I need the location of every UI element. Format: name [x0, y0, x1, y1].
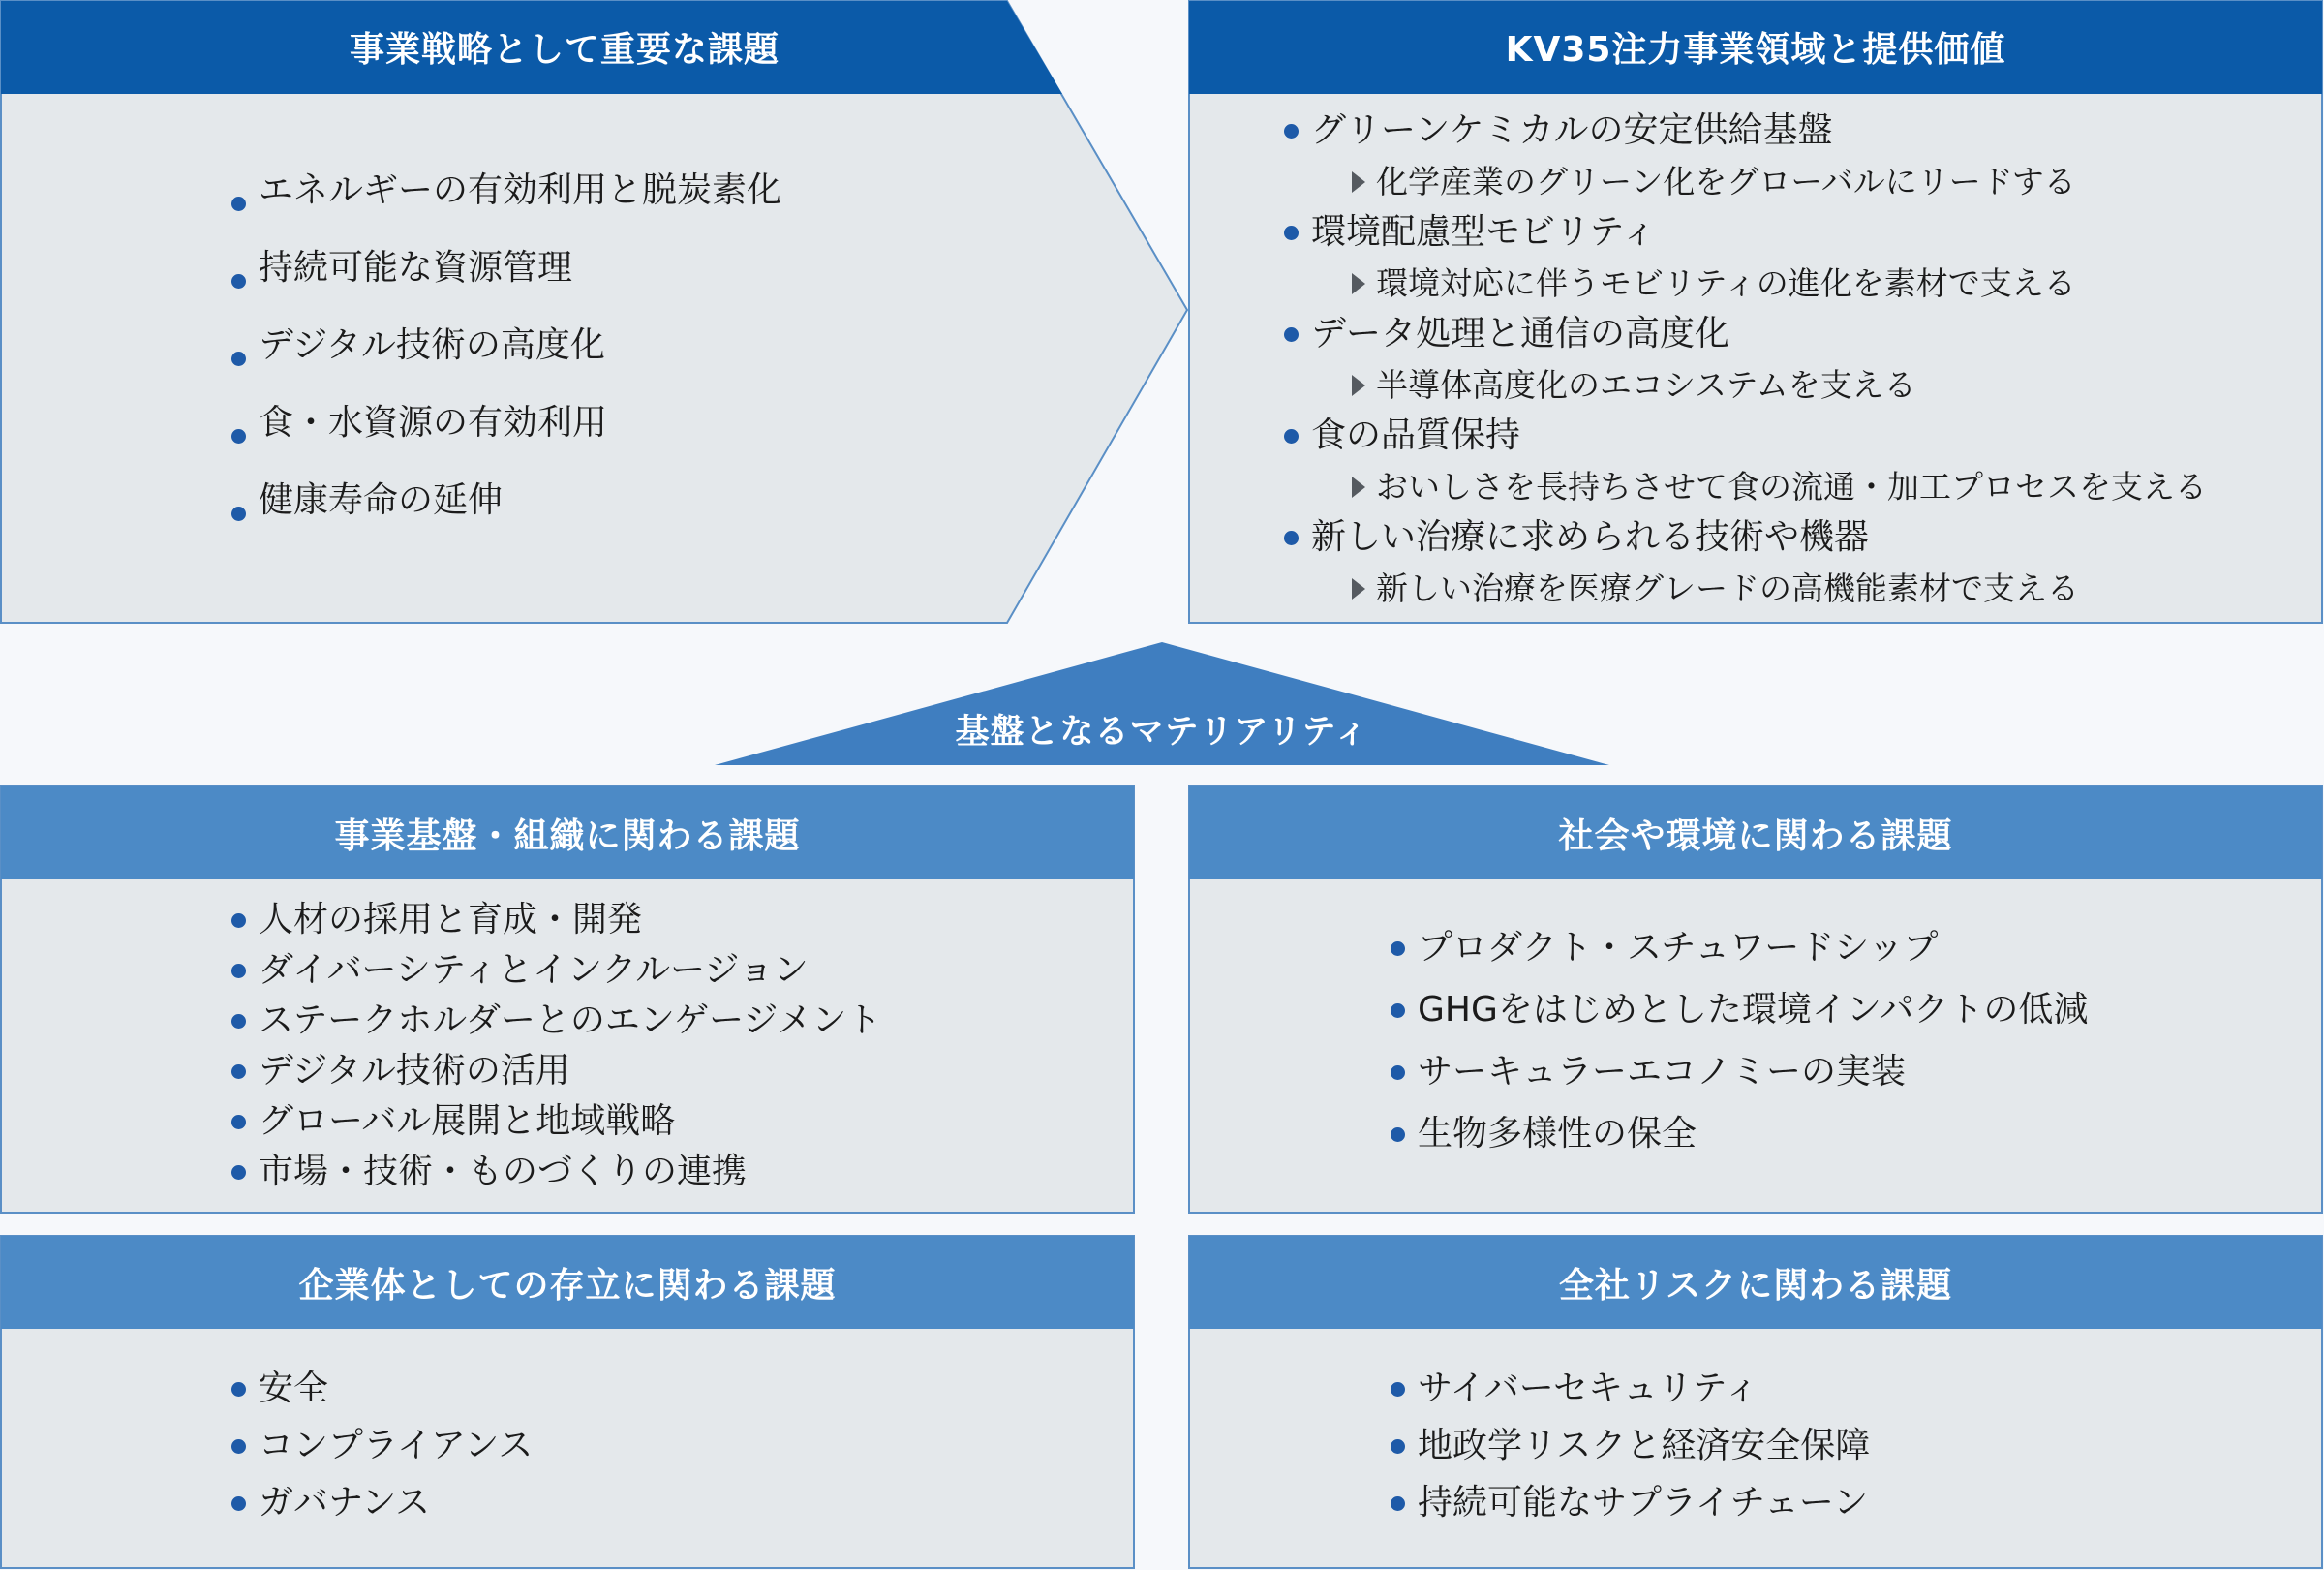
bullet-icon: [1391, 1439, 1405, 1454]
subitem-label: 半導体高度化のエコシステムを支える: [1376, 366, 1916, 404]
list-item: [1391, 917, 2088, 979]
existence-title: 企業体としての存立に関わる課題: [298, 1265, 837, 1306]
list-item: [1391, 1360, 1870, 1417]
item-label: デジタル技術の活用: [259, 1051, 570, 1091]
list-item: [1391, 1041, 2088, 1103]
item-label: サイバーセキュリティ: [1418, 1369, 1759, 1408]
bullet-icon: [1284, 327, 1299, 342]
subitem-label: おいしさを長持ちさせて食の流通・加工プロセスを支える: [1376, 468, 2207, 506]
business-base-title: 事業基盤・組織に関わる課題: [334, 816, 801, 856]
triangle-right-icon: [1352, 171, 1365, 193]
item-label: 持続可能な資源管理: [259, 248, 573, 288]
list-item: [231, 945, 881, 996]
item-label: ステークホルダーとのエンゲージメント: [259, 1000, 882, 1040]
kv35-subitem: [1284, 462, 2207, 511]
item-label: 健康寿命の延伸: [259, 480, 504, 520]
bullet-icon: [231, 1439, 246, 1454]
society-env-list: [1391, 917, 2088, 1165]
bullet-icon: [231, 1496, 246, 1511]
strategic-list: [231, 165, 781, 552]
list-item: [231, 1046, 881, 1096]
item-label: プロダクト・スチュワードシップ: [1418, 928, 1939, 968]
bullet-icon: [1391, 1127, 1405, 1142]
item-label: 環境配慮型モビリティ: [1311, 212, 1657, 252]
item-label: 食・水資源の有効利用: [259, 403, 608, 443]
bullet-icon: [231, 1382, 246, 1397]
bullet-icon: [231, 197, 246, 211]
kv35-item: [1284, 511, 2207, 564]
list-item: [231, 1360, 533, 1417]
item-label: ダイバーシティとインクルージョン: [259, 950, 809, 990]
list-item: [231, 996, 881, 1046]
kv35-item: [1284, 206, 2207, 259]
bullet-icon: [231, 1014, 246, 1029]
list-item: [231, 320, 781, 397]
strategic-title: 事業戦略として重要な課題: [349, 30, 780, 70]
item-label: エネルギーの有効利用と脱炭素化: [259, 170, 782, 210]
item-label: デジタル技術の高度化: [259, 325, 605, 365]
subitem-label: 環境対応に伴うモビリティの進化を素材で支える: [1376, 264, 2076, 302]
list-item: [1391, 1417, 1870, 1474]
item-label: サーキュラーエコノミーの実装: [1418, 1052, 1907, 1092]
item-label: 安全: [259, 1369, 329, 1408]
item-label: グリーンケミカルの安定供給基盤: [1311, 110, 1833, 150]
item-label: グローバル展開と地域戦略: [259, 1101, 676, 1141]
bullet-icon: [1284, 429, 1299, 444]
kv35-item: [1284, 105, 2207, 157]
bullet-icon: [1284, 124, 1299, 139]
bullet-icon: [231, 1115, 246, 1129]
bullet-icon: [231, 352, 246, 366]
kv35-subitem: [1284, 157, 2207, 206]
subitem-label: 新しい治療を医療グレードの高機能素材で支える: [1376, 570, 2079, 607]
list-item: [1391, 1103, 2088, 1165]
bullet-icon: [1391, 1003, 1405, 1018]
kv35-item: [1284, 308, 2207, 360]
bullet-icon: [231, 274, 246, 289]
kv35-subitem: [1284, 360, 2207, 410]
kv35-list: [1284, 105, 2207, 613]
item-label: 食の品質保持: [1311, 416, 1521, 455]
subitem-label: 化学産業のグリーン化をグローバルにリードする: [1376, 163, 2076, 200]
bullet-icon: [1284, 531, 1299, 545]
bullet-icon: [231, 913, 246, 928]
list-item: [231, 1096, 881, 1147]
risk-list: [1391, 1360, 1870, 1531]
triangle-right-icon: [1352, 477, 1365, 498]
bullet-icon: [231, 964, 246, 978]
triangle-right-icon: [1352, 375, 1365, 396]
list-item: [231, 165, 781, 242]
foundation-title: 基盤となるマテリアリティ: [955, 713, 1369, 752]
bullet-icon: [1284, 226, 1299, 240]
item-label: コンプライアンス: [259, 1426, 534, 1465]
item-label: データ処理と通信の高度化: [1311, 314, 1730, 354]
list-item: [231, 1474, 533, 1531]
item-label: 持続可能なサプライチェーン: [1418, 1483, 1869, 1523]
item-label: GHGをはじめとした環境インパクトの低減: [1418, 990, 2089, 1030]
item-label: 人材の採用と育成・開発: [259, 900, 643, 939]
kv35-title: KV35注力事業領域と提供価値: [1505, 30, 2006, 70]
bullet-icon: [1391, 941, 1405, 956]
society-env-title: 社会や環境に関わる課題: [1558, 816, 1953, 856]
bullet-icon: [231, 507, 246, 521]
existence-list: [231, 1360, 533, 1531]
triangle-right-icon: [1352, 578, 1365, 600]
bullet-icon: [231, 429, 246, 444]
kv35-subitem: [1284, 564, 2207, 613]
list-item: [231, 475, 781, 552]
bullet-icon: [231, 1165, 246, 1180]
bullet-icon: [1391, 1065, 1405, 1080]
list-item: [231, 1417, 533, 1474]
list-item: [231, 1147, 881, 1197]
bullet-icon: [231, 1064, 246, 1079]
kv35-subitem: [1284, 259, 2207, 308]
item-label: 市場・技術・ものづくりの連携: [259, 1152, 748, 1191]
item-label: 生物多様性の保全: [1418, 1114, 1697, 1154]
list-item: [1391, 1474, 1870, 1531]
item-label: 新しい治療に求められる技術や機器: [1311, 517, 1870, 557]
risk-title: 全社リスクに関わる課題: [1558, 1265, 1953, 1306]
list-item: [231, 397, 781, 475]
bullet-icon: [1391, 1382, 1405, 1397]
triangle-right-icon: [1352, 273, 1365, 294]
list-item: [1391, 979, 2088, 1041]
list-item: [231, 242, 781, 320]
business-base-list: [231, 895, 881, 1197]
kv35-item: [1284, 410, 2207, 462]
item-label: 地政学リスクと経済安全保障: [1418, 1426, 1871, 1465]
bullet-icon: [1391, 1496, 1405, 1511]
list-item: [231, 895, 881, 945]
item-label: ガバナンス: [259, 1483, 431, 1523]
